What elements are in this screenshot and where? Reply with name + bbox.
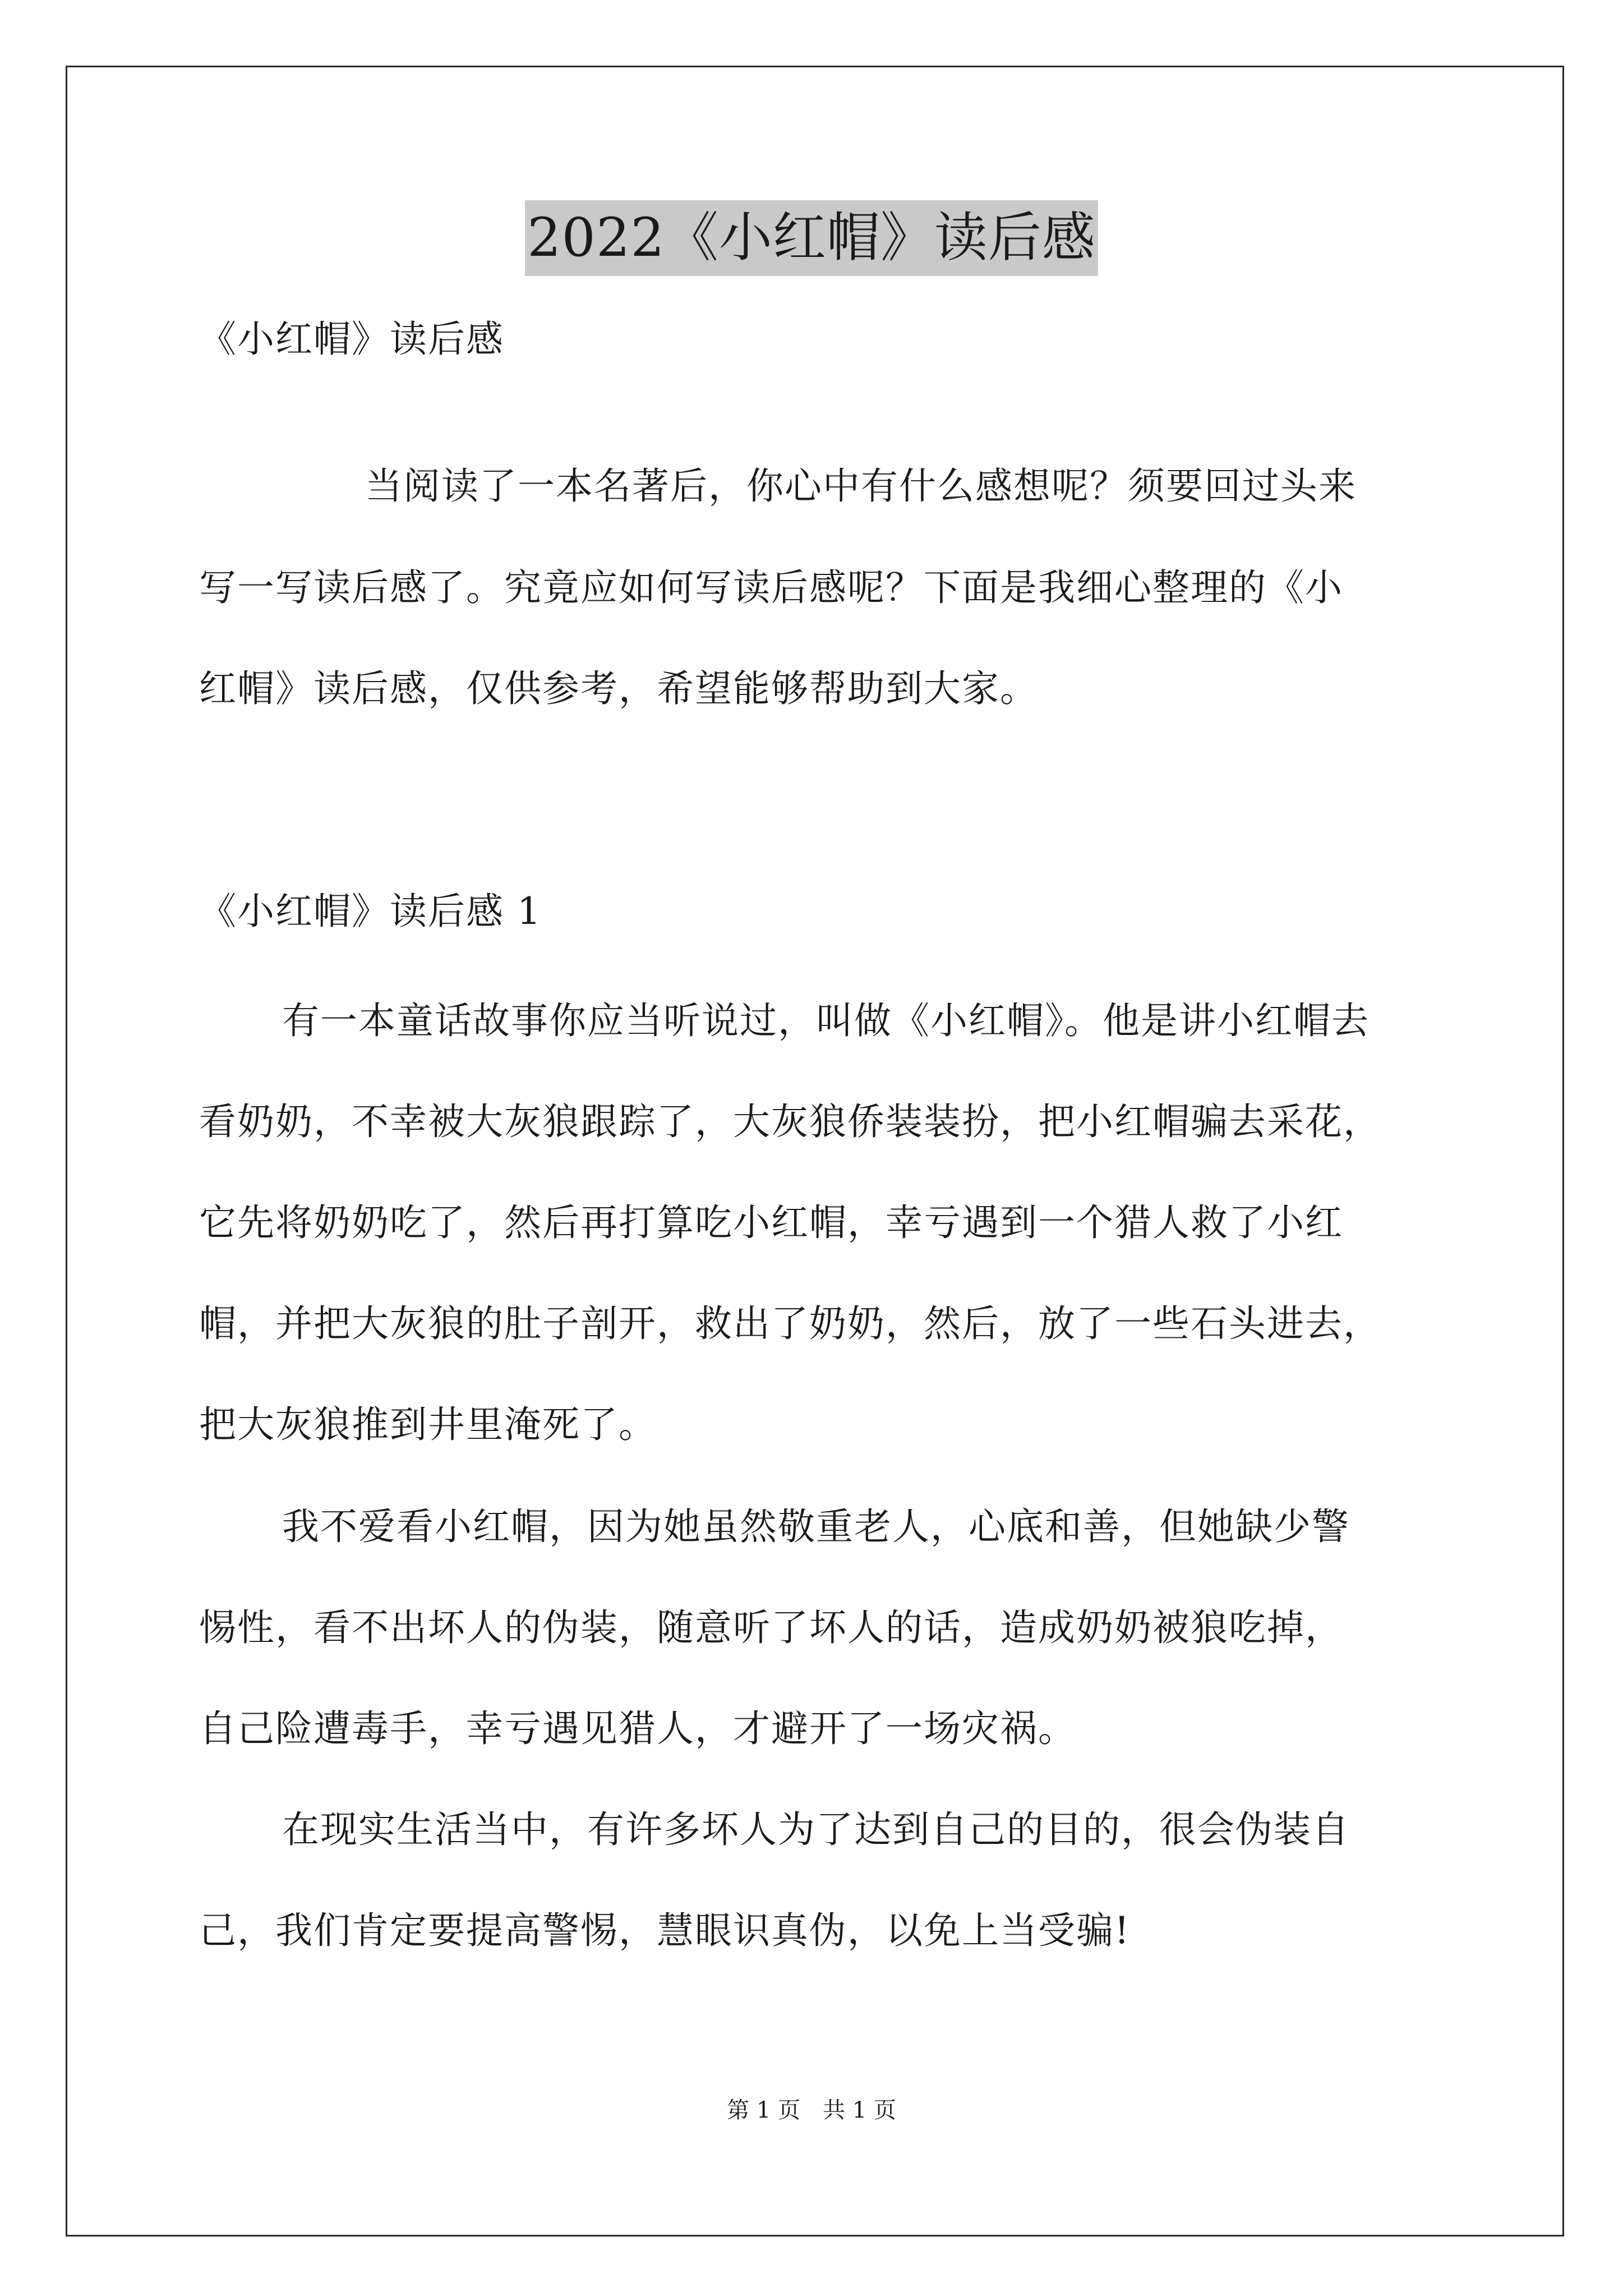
para1-line-3: 它先将奶奶吃了，然后再打算吃小红帽，幸亏遇到一个猎人救了小红: [199, 1201, 1343, 1244]
intro-line-1: 当阅读了一本名著后，你心中有什么感想呢？须要回过头来: [365, 464, 1357, 508]
para1-line-4: 帽，并把大灰狼的肚子剖开，救出了奶奶，然后，放了一些石头进去，: [199, 1302, 1381, 1345]
intro-line-2: 写一写读后感了。究竟应如何写读后感呢？下面是我细心整理的《小: [199, 566, 1343, 609]
subtitle: 《小红帽》读后感: [199, 318, 504, 361]
para2-line-2: 惕性，看不出坏人的伪装，随意听了坏人的话，造成奶奶被狼吃掉，: [199, 1606, 1343, 1649]
document-title: 2022《小红帽》读后感: [525, 200, 1098, 276]
intro-line-3: 红帽》读后感，仅供参考，希望能够帮助到大家。: [199, 667, 1038, 710]
para3-line-2: 己，我们肯定要提高警惕，慧眼识真伪，以免上当受骗!: [199, 1909, 1131, 1952]
para1-line-5: 把大灰狼推到井里淹死了。: [199, 1403, 657, 1446]
section-heading: 《小红帽》读后感 1: [199, 890, 542, 933]
page-number-footer: 第 1 页 共 1 页: [727, 2097, 896, 2123]
para1-line-1: 有一本童话故事你应当听说过，叫做《小红帽》。他是讲小红帽去: [282, 999, 1370, 1042]
para2-line-1: 我不爱看小红帽，因为她虽然敬重老人，心底和善，但她缺少警: [282, 1505, 1350, 1548]
para3-line-1: 在现实生活当中，有许多坏人为了达到自己的目的，很会伪装自: [282, 1808, 1350, 1851]
para2-line-3: 自己险遭毒手，幸亏遇见猎人，才避开了一场灾祸。: [199, 1707, 1076, 1750]
para1-line-2: 看奶奶，不幸被大灰狼跟踪了，大灰狼侨装装扮，把小红帽骗去采花，: [199, 1100, 1381, 1143]
title-container: [0, 200, 1623, 276]
